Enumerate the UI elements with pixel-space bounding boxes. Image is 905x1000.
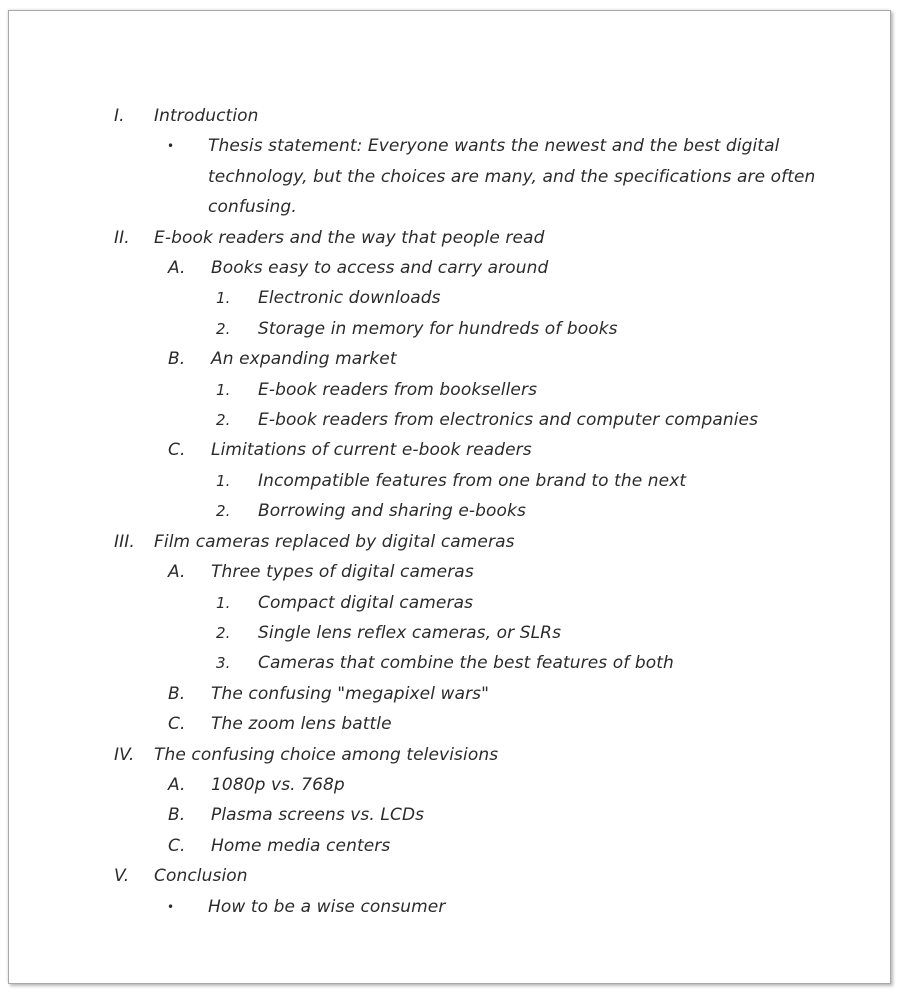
outline-item [9,770,890,800]
outline-item [9,831,890,861]
outline-marker: 2. [216,623,231,642]
outline-text: E-book readers and the way that people read [154,227,545,248]
outline-item [9,496,890,526]
outline-item [9,466,890,496]
bullet-icon: • [167,139,175,154]
outline-marker: C. [168,835,186,856]
outline-item [9,223,890,253]
outline-marker: 1. [216,593,231,612]
outline-marker: B. [168,805,186,826]
outline-text: An expanding market [211,349,397,370]
outline-item [9,314,890,344]
outline-text: Compact digital cameras [258,592,474,613]
outline-item [9,618,890,648]
outline-list [9,11,890,922]
outline-text: Conclusion [154,866,248,887]
outline-marker: V. [114,866,130,887]
outline-item [9,709,890,739]
outline-marker: I. [114,106,125,126]
outline-item [9,861,890,891]
outline-item [9,405,890,435]
outline-marker: 3. [216,654,231,673]
outline-item [9,435,890,465]
outline-item [9,131,890,222]
outline-item [9,648,890,678]
outline-text: Electronic downloads [258,288,441,309]
outline-text: Plasma screens vs. LCDs [211,805,425,826]
outline-item [9,588,890,618]
outline-text: Cameras that combine the best features of both [258,653,674,674]
outline-item [9,557,890,587]
outline-marker: 2. [216,319,231,338]
outline-marker: A. [168,774,186,795]
outline-item [9,253,890,283]
outline-item [9,101,890,131]
outline-text: Borrowing and sharing e-books [258,501,526,522]
outline-marker: III. [114,531,135,552]
outline-item [9,527,890,557]
outline-marker: 1. [216,471,231,490]
outline-marker: 1. [216,380,231,399]
outline-text: Thesis statement: Everyone wants the newest and the best digital technology, but the choices are many, and the specifications are often confusing. [208,136,816,218]
outline-text: The confusing "megapixel wars" [211,683,490,704]
outline-text: Three types of digital cameras [211,562,474,583]
outline-text: The confusing choice among televisions [154,744,499,765]
outline-text: Storage in memory for hundreds of books [258,318,618,339]
outline-item [9,679,890,709]
outline-text: 1080p vs. 768p [211,774,345,795]
outline-text: E-book readers from booksellers [258,379,538,400]
outline-item [9,375,890,405]
outline-text: Books easy to access and carry around [211,258,549,279]
outline-text: The zoom lens battle [211,714,392,735]
outline-text: E-book readers from electronics and computer companies [258,410,759,431]
outline-marker: II. [114,227,130,248]
outline-item [9,344,890,374]
outline-text: Incompatible features from one brand to the next [258,470,687,491]
outline-marker: A. [168,258,186,279]
outline-marker: 2. [216,502,231,521]
outline-marker: A. [168,562,186,583]
outline-marker: B. [168,683,186,704]
document-page [8,10,891,984]
outline-marker: 2. [216,411,231,430]
outline-item [9,283,890,313]
outline-item [9,800,890,830]
outline-marker: 1. [216,289,231,308]
outline-marker: C. [168,714,186,735]
outline-item [9,740,890,770]
outline-marker: C. [168,440,186,461]
outline-text: Introduction [154,106,259,126]
outline-text: Film cameras replaced by digital cameras [154,531,515,552]
outline-text: Home media centers [211,835,391,856]
outline-text: Single lens reflex cameras, or SLRs [258,622,562,643]
outline-text: Limitations of current e-book readers [211,440,532,461]
outline-marker: B. [168,349,186,370]
outline-item [9,892,890,922]
bullet-icon: • [167,899,175,914]
outline-text: How to be a wise consumer [208,896,446,917]
outline-marker: IV. [114,744,135,765]
